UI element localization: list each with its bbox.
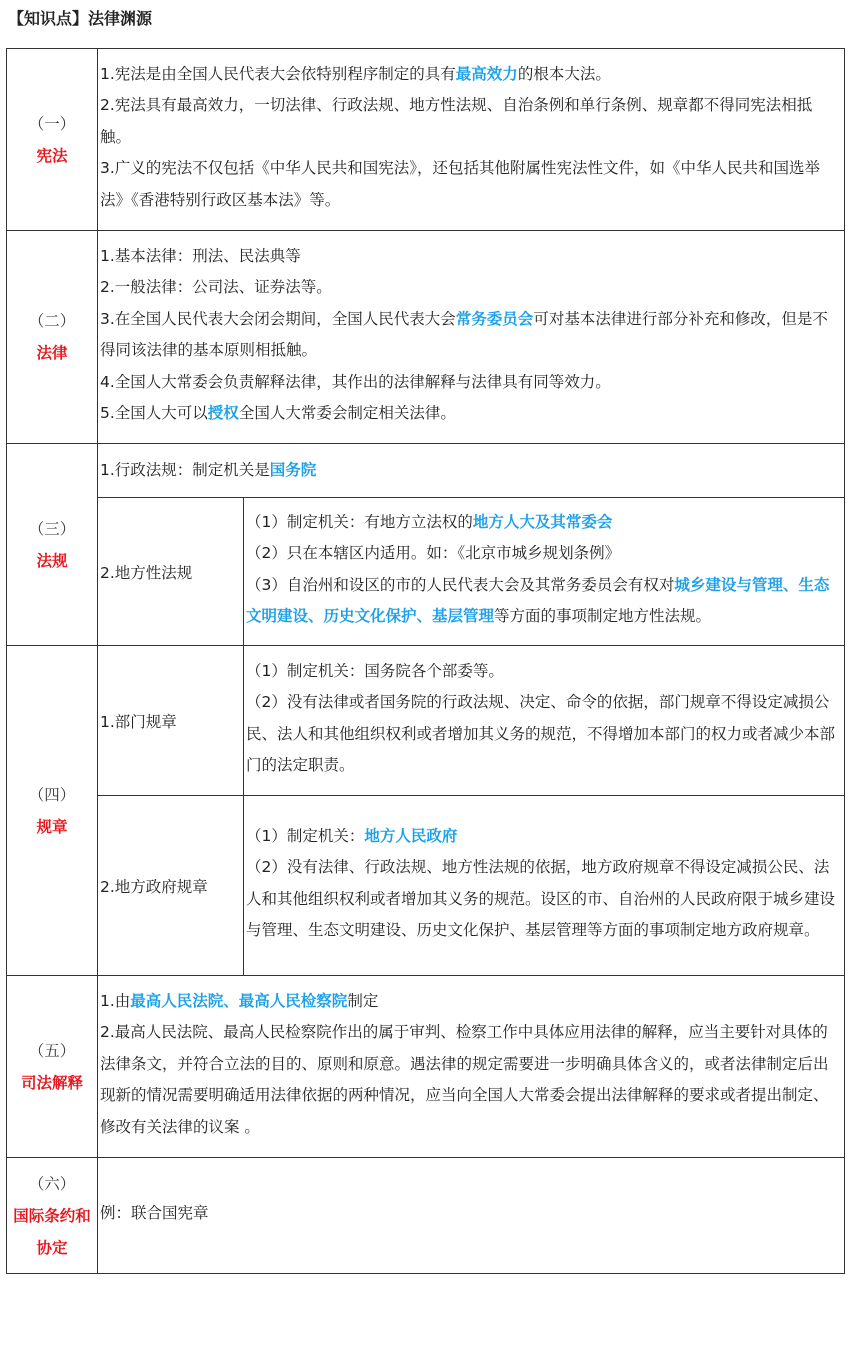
section-number: （一） — [28, 114, 76, 133]
section-name: 国际条约和协定 — [13, 1206, 91, 1257]
section-name: 法规 — [36, 551, 68, 570]
section-number: （五） — [28, 1041, 76, 1060]
section-name: 宪法 — [36, 146, 68, 165]
item-line — [100, 59, 842, 91]
section-row — [7, 231, 845, 444]
text-segment: 1.宪法是由全国人民代表大会依特别程序制定的具有 — [100, 64, 456, 83]
item-line — [100, 90, 842, 153]
text-segment: 等方面的事项制定地方性法规。 — [494, 607, 712, 625]
legal-sources-table — [6, 48, 845, 1274]
section-content — [98, 1158, 845, 1274]
highlight-text: 常务委员会 — [455, 309, 534, 328]
item-line — [100, 153, 842, 216]
item-line — [100, 398, 842, 430]
section-row — [7, 444, 845, 498]
highlight-text: 授权 — [207, 404, 239, 422]
text-segment: 2.一般法律：公司法、证券法等。 — [100, 278, 332, 296]
section-label — [7, 49, 98, 231]
section-label — [7, 444, 98, 646]
subsection-content — [244, 646, 845, 796]
section-label — [7, 646, 98, 976]
example-text: 例：联合国宪章 — [100, 1203, 209, 1222]
item-line — [246, 538, 842, 570]
text-segment: 1.行政法规：制定机关是 — [100, 460, 270, 479]
section-row — [7, 1158, 845, 1274]
item-line — [100, 304, 842, 367]
highlight-text: 城乡建设与管理、生态文明建设、历史文化保护、基层管理 — [246, 575, 830, 625]
subsection-label: 1.部门规章 — [98, 646, 244, 796]
text-segment: 的根本大法。 — [517, 64, 611, 83]
subsection-label: 2.地方政府规章 — [98, 796, 244, 976]
subsection-row — [7, 498, 845, 646]
text-segment: 可对基本法律进行部分补充和修改，但是不得同该法律的基本原则相抵触。 — [100, 309, 828, 359]
section-label — [7, 976, 98, 1158]
item-line — [246, 821, 842, 853]
item-line — [100, 272, 842, 304]
text-segment: （1）制定机关： — [246, 826, 365, 845]
item-line — [100, 241, 842, 273]
item-line — [100, 1017, 842, 1143]
section-number: （三） — [28, 519, 76, 538]
section-content — [98, 231, 845, 444]
text-segment: （3）自治州和设区的市的人民代表大会及其常务委员会有权对 — [246, 575, 675, 594]
section-name: 规章 — [36, 817, 68, 836]
section-name: 司法解释 — [20, 1073, 83, 1092]
section-number: （六） — [28, 1174, 76, 1193]
section-number: （二） — [28, 312, 76, 330]
section-row — [7, 49, 845, 231]
text-segment: 1.由 — [100, 991, 131, 1010]
text-segment: 4.全国人大常委会负责解释法律，其作出的法律解释与法律具有同等效力。 — [100, 372, 611, 391]
highlight-text: 最高效力 — [455, 64, 518, 83]
text-segment: 1.基本法律：刑法、民法典等 — [100, 246, 301, 265]
section-row — [7, 976, 845, 1158]
text-segment: （2）只在本辖区内适用。如：《北京市城乡规划条例》 — [246, 544, 621, 562]
highlight-text: 最高人民法院、最高人民检察院 — [130, 991, 348, 1010]
text-segment: 3.在全国人民代表大会闭会期间，全国人民代表大会 — [100, 309, 456, 328]
text-segment: 5.全国人大可以 — [100, 404, 208, 422]
text-segment: 3.广义的宪法不仅包括《中华人民共和国宪法》，还包括其他附属性宪法性文件，如《中华人民共和国选举法》《香港特别行政区基本法》等。 — [100, 159, 821, 209]
item-line — [246, 852, 842, 947]
item-line — [246, 570, 842, 633]
section-content — [98, 444, 845, 498]
subsection-content — [244, 498, 845, 646]
text-segment: 制定 — [347, 991, 379, 1010]
section-number: （四） — [28, 785, 76, 804]
highlight-text: 国务院 — [269, 460, 317, 479]
text-segment: （2）没有法律或者国务院的行政法规、决定、命令的依据，部门规章不得设定减损公民、法人和其他组织权利或者增加其义务的规范，不得增加本部门的权力或者减少本部门的法定职责。 — [246, 693, 836, 774]
highlight-text: 地方人大及其常委会 — [472, 512, 613, 531]
item-line — [100, 986, 842, 1018]
section-row — [7, 646, 845, 796]
text-segment: 全国人大常委会制定相关法律。 — [238, 404, 456, 422]
text-segment: （1）制定机关：有地方立法权的 — [246, 512, 473, 531]
subsection-content — [244, 796, 845, 976]
text-segment: （2）没有法律、行政法规、地方性法规的依据，地方政府规章不得设定减损公民、法人和其他组织权利或者增加其义务的规范。设区的市、自治州的人民政府限于城乡建设与管理、生态文明建设、历史文化保护、基层管理等方面的事项制定地方政府规章。 — [246, 858, 836, 939]
section-content — [98, 976, 845, 1158]
item-line — [100, 367, 842, 399]
highlight-text: 地方人民政府 — [364, 826, 458, 845]
text-segment: 2.宪法具有最高效力，一切法律、行政法规、地方性法规、自治条例和单行条例、规章都不得同宪法相抵触。 — [100, 96, 813, 146]
item-line — [246, 656, 842, 688]
item-line — [100, 455, 842, 487]
subsection-row — [7, 796, 845, 976]
section-name: 法律 — [36, 344, 68, 362]
subsection-label: 2.地方性法规 — [98, 498, 244, 646]
text-segment: 2.最高人民法院、最高人民检察院作出的属于审判、检察工作中具体应用法律的解释，应当主要针对具体的法律条文，并符合立法的目的、原则和原意。遇法律的规定需要进一步明确具体含义的，或者法律制定后出现新的情况需要明确适用法律依据的两种情况，应当向全国人大常委会提出法律解释的要求或者提出制定、修改有关法律的议案 。 — [100, 1023, 829, 1136]
item-line — [246, 507, 842, 539]
page-title: 【知识点】法律渊源 — [8, 9, 153, 28]
item-line — [246, 687, 842, 782]
section-label — [7, 1158, 98, 1274]
text-segment: （1）制定机关：国务院各个部委等。 — [246, 661, 504, 680]
section-label — [7, 231, 98, 444]
section-content — [98, 49, 845, 231]
